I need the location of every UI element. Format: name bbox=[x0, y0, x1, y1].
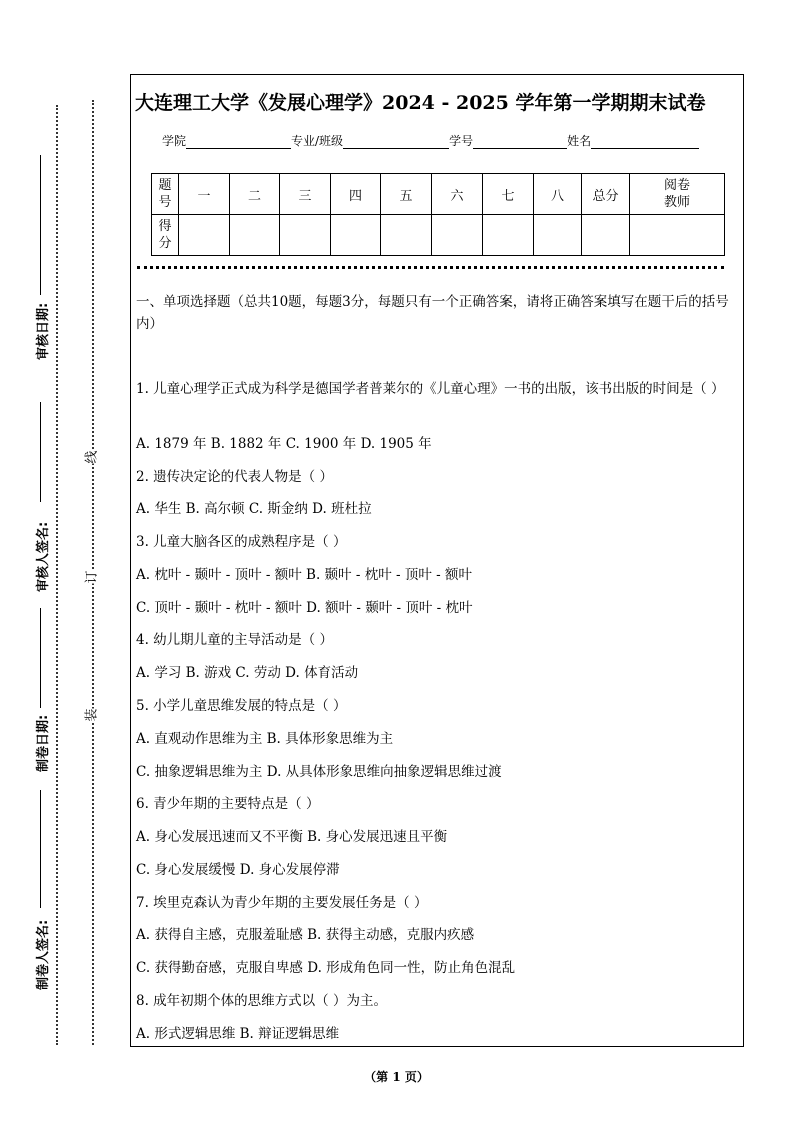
question-2-options: A. 华生 B. 高尔顿 C. 斯金纳 D. 班杜拉 bbox=[136, 501, 372, 517]
score-cell-2[interactable] bbox=[230, 215, 280, 256]
page-number: （第 1 页） bbox=[364, 1070, 429, 1084]
score-cell-grader[interactable] bbox=[630, 215, 725, 256]
reviewer-sign-underline bbox=[40, 402, 41, 502]
make-date-line bbox=[40, 608, 41, 708]
col-header-grader: 阅卷教师 bbox=[630, 174, 725, 215]
review-date-label: 审核日期: bbox=[36, 302, 51, 360]
name-label: 姓名 bbox=[567, 134, 592, 148]
col-header-3: 三 bbox=[280, 174, 331, 215]
score-cell-7[interactable] bbox=[483, 215, 534, 256]
question-3-text: 3. 儿童大脑各区的成熟程序是（ ） bbox=[136, 534, 347, 550]
score-cell-3[interactable] bbox=[280, 215, 331, 256]
binding-sidebar bbox=[0, 0, 128, 1122]
col-header-6: 六 bbox=[432, 174, 483, 215]
question-number-header: 题号 bbox=[152, 174, 179, 215]
col-header-8: 八 bbox=[534, 174, 582, 215]
student-info-row bbox=[162, 132, 699, 149]
score-cell-4[interactable] bbox=[331, 215, 381, 256]
col-header-total: 总分 bbox=[582, 174, 630, 215]
maker-sign-line bbox=[40, 790, 41, 908]
question-7-text: 7. 埃里克森认为青少年期的主要发展任务是（ ） bbox=[136, 895, 428, 911]
question-5-text: 5. 小学儿童思维发展的特点是（ ） bbox=[136, 698, 347, 714]
question-5-options-a: A. 直观动作思维为主 B. 具体形象思维为主 bbox=[136, 731, 394, 747]
col-header-5: 五 bbox=[381, 174, 432, 215]
question-4-options: A. 学习 B. 游戏 C. 劳动 D. 体育活动 bbox=[136, 665, 359, 681]
question-1-text: 1. 儿童心理学正式成为科学是德国学者普莱尔的《儿童心理》一书的出版，该书出版的时间是（ ） bbox=[136, 381, 725, 397]
score-cell-5[interactable] bbox=[381, 215, 432, 256]
score-cell-6[interactable] bbox=[432, 215, 483, 256]
name-field[interactable] bbox=[591, 136, 699, 149]
maker-signature-label: 制卷人签名: bbox=[36, 919, 51, 990]
question-6-options-a: A. 身心发展迅速而又不平衡 B. 身心发展迅速且平衡 bbox=[136, 829, 448, 845]
score-cell-8[interactable] bbox=[534, 215, 582, 256]
binding-mark-zhuang: 装 bbox=[84, 708, 100, 722]
question-3-options-a: A. 枕叶 - 颞叶 - 顶叶 - 额叶 B. 颞叶 - 枕叶 - 顶叶 - 额叶 bbox=[136, 567, 472, 583]
student-id-field[interactable] bbox=[473, 136, 567, 149]
binding-mark-xian: 线 bbox=[84, 450, 100, 464]
major-class-label: 专业/班级 bbox=[291, 134, 344, 148]
score-cell-total[interactable] bbox=[582, 215, 630, 256]
score-table bbox=[151, 173, 725, 256]
major-class-field[interactable] bbox=[343, 136, 449, 149]
col-header-4: 四 bbox=[331, 174, 381, 215]
question-8-text: 8. 成年初期个体的思维方式以（ ）为主。 bbox=[136, 993, 387, 1009]
question-4-text: 4. 幼儿期儿童的主导活动是（ ） bbox=[136, 632, 333, 648]
college-field[interactable] bbox=[186, 136, 291, 149]
question-5-options-b: C. 抽象逻辑思维为主 D. 从具体形象思维向抽象逻辑思维过渡 bbox=[136, 764, 502, 780]
question-1-options: A. 1879 年 B. 1882 年 C. 1900 年 D. 1905 年 bbox=[136, 436, 432, 452]
student-id-label: 学号 bbox=[449, 134, 474, 148]
college-label: 学院 bbox=[162, 134, 187, 148]
question-2-text: 2. 遗传决定论的代表人物是（ ） bbox=[136, 469, 333, 485]
score-cell-1[interactable] bbox=[179, 215, 230, 256]
reviewer-signature-label: 审核人签名: bbox=[36, 521, 51, 592]
question-3-options-b: C. 顶叶 - 颞叶 - 枕叶 - 额叶 D. 额叶 - 颞叶 - 顶叶 - 枕叶 bbox=[136, 600, 473, 616]
col-header-1: 一 bbox=[179, 174, 230, 215]
left-dotted-line bbox=[56, 105, 58, 1045]
score-row-header: 得分 bbox=[152, 215, 179, 256]
question-7-options-b: C. 获得勤奋感，克服自卑感 D. 形成角色同一性，防止角色混乱 bbox=[136, 960, 516, 976]
question-8-options: A. 形式逻辑思维 B. 辩证逻辑思维 bbox=[136, 1026, 340, 1042]
question-7-options-a: A. 获得自主感，克服羞耻感 B. 获得主动感，克服内疚感 bbox=[136, 927, 475, 943]
binding-mark-ding: 订 bbox=[84, 570, 100, 584]
dotted-separator bbox=[137, 266, 724, 269]
col-header-7: 七 bbox=[483, 174, 534, 215]
section-heading: 一、单项选择题（总共10题，每题3分，每题只有一个正确答案，请将正确答案填写在题干后的括号内） bbox=[136, 294, 729, 332]
review-date-line bbox=[40, 155, 41, 295]
col-header-2: 二 bbox=[230, 174, 280, 215]
make-date-label: 制卷日期: bbox=[36, 714, 51, 772]
question-6-text: 6. 青少年期的主要特点是（ ） bbox=[136, 796, 320, 812]
question-6-options-b: C. 身心发展缓慢 D. 身心发展停滞 bbox=[136, 862, 340, 878]
exam-title: 大连理工大学《发展心理学》2024 - 2025 学年第一学期期末试卷 bbox=[135, 92, 706, 114]
